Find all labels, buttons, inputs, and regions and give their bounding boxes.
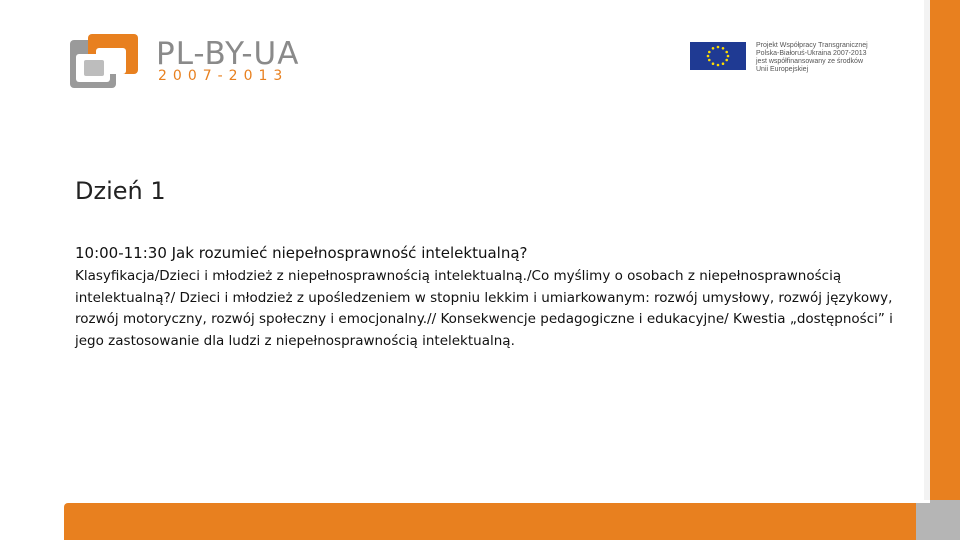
logo-title: PL-BY-UA <box>156 36 300 72</box>
eu-text-line: Projekt Współpracy Transgranicznej <box>756 42 868 49</box>
right-accent-strip <box>930 0 960 500</box>
session-description: Klasyfikacja/Dzieci i młodzież z niepełnosprawnością intelektualną./Co myślimy o osobach z niepełnosprawnością intelektualną?/ Dzieci i młodzież z upośledzeniem w stopniu lekkim i umiarkowanym: rozwój umysłowy, rozwój językowy, rozwój motoryczny, rozwój społeczny i emocjonalny.// Konsekwencje pedagogiczne i edukacyjne/ Kwestia „dostępności” i jego zastosowanie dla ludzi z niepełnosprawnością intelektualną. <box>75 268 893 349</box>
bottom-accent-bar <box>64 503 916 540</box>
logo-years: 2007-2013 <box>158 68 289 84</box>
logo-mark-icon <box>70 34 140 90</box>
slide-title: Dzień 1 <box>75 177 166 205</box>
eu-text <box>756 42 868 74</box>
program-logo <box>70 34 300 90</box>
session-heading: 10:00-11:30 Jak rozumieć niepełnosprawność intelektualną? <box>75 244 528 262</box>
eu-cofinancing-note <box>690 42 920 72</box>
bottom-grey-corner <box>916 503 960 540</box>
eu-text-line: Unii Europejskiej <box>756 66 809 73</box>
eu-text-line: Polska-Białoruś-Ukraina 2007-2013 <box>756 50 867 57</box>
eu-flag-icon <box>690 42 746 70</box>
eu-text-line: jest współfinansowany ze środków <box>756 58 863 65</box>
